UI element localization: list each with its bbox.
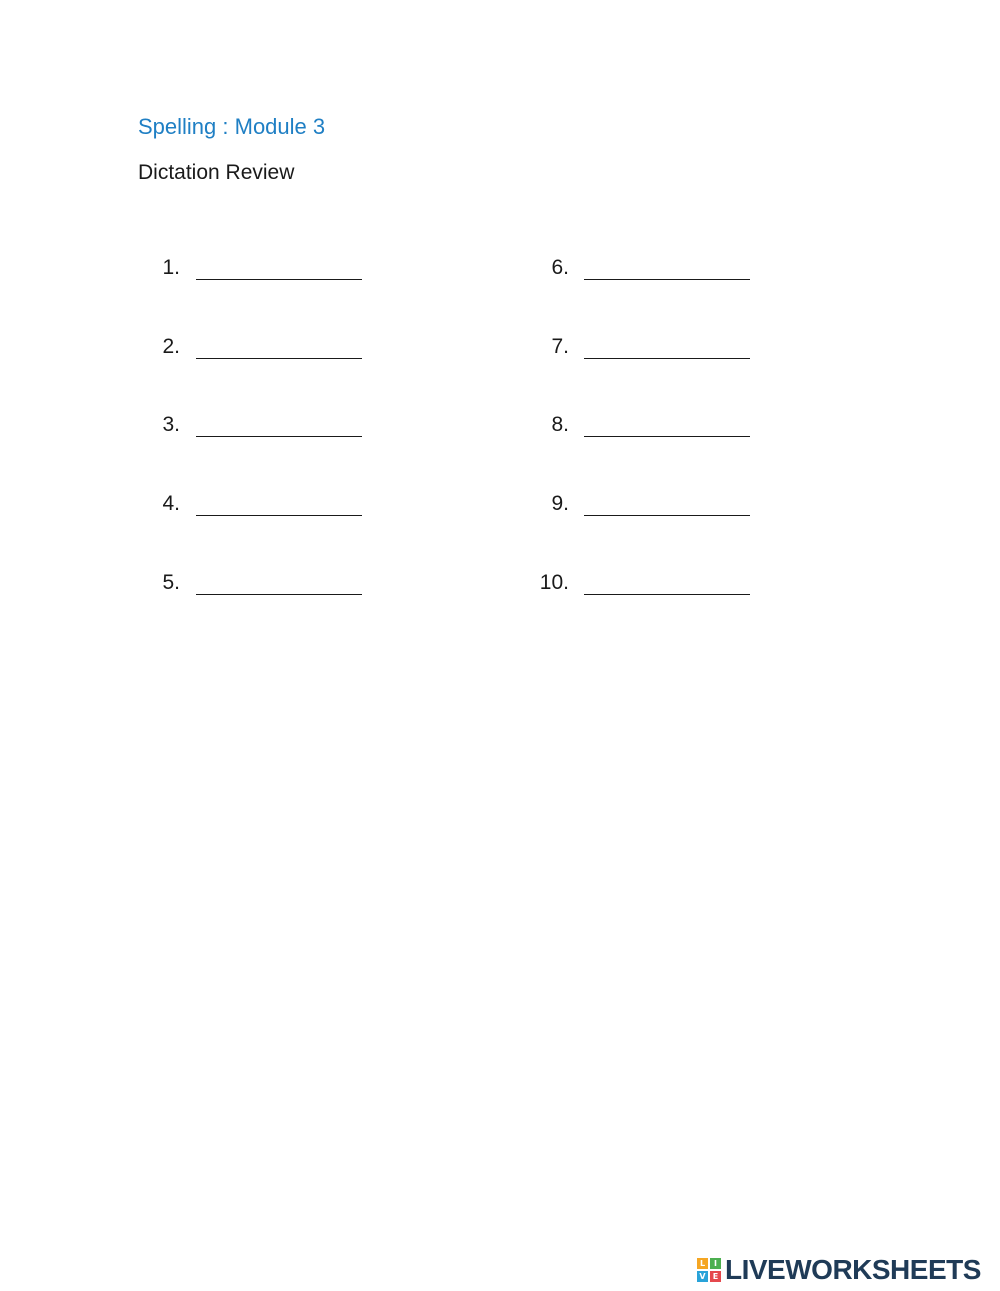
logo-text: LIVEWORKSHEETS xyxy=(725,1254,981,1285)
dictation-item-4 xyxy=(138,490,358,518)
worksheet-title: Spelling : Module 3 xyxy=(138,114,326,139)
logo-block-v: V xyxy=(697,1271,708,1282)
logo-block-i: I xyxy=(710,1258,721,1269)
dictation-item-2 xyxy=(138,333,358,361)
dictation-item-10 xyxy=(527,569,747,597)
item-number: 2. xyxy=(162,335,180,358)
worksheet-subtitle: Dictation Review xyxy=(138,161,295,184)
item-number: 3. xyxy=(162,413,180,436)
item-number: 1. xyxy=(162,256,180,279)
answer-blank[interactable] xyxy=(196,279,362,280)
item-number: 10. xyxy=(539,571,569,594)
dictation-item-9 xyxy=(527,490,747,518)
item-number: 7. xyxy=(551,335,569,358)
answer-blank[interactable] xyxy=(196,594,362,595)
answer-blank[interactable] xyxy=(584,436,750,437)
answer-blank[interactable] xyxy=(584,279,750,280)
answer-blank[interactable] xyxy=(584,515,750,516)
dictation-item-1 xyxy=(138,254,358,282)
answer-blank[interactable] xyxy=(584,594,750,595)
liveworksheets-logo xyxy=(697,1256,981,1284)
answer-blank[interactable] xyxy=(196,436,362,437)
item-number: 4. xyxy=(162,492,180,515)
answer-blank[interactable] xyxy=(196,358,362,359)
item-number: 5. xyxy=(162,571,180,594)
dictation-item-6 xyxy=(527,254,747,282)
logo-block-l: L xyxy=(697,1258,708,1269)
dictation-item-8 xyxy=(527,411,747,439)
dictation-item-5 xyxy=(138,569,358,597)
item-number: 8. xyxy=(551,413,569,436)
dictation-item-3 xyxy=(138,411,358,439)
dictation-item-7 xyxy=(527,333,747,361)
answer-blank[interactable] xyxy=(196,515,362,516)
item-number: 9. xyxy=(551,492,569,515)
logo-blocks-icon xyxy=(697,1258,721,1282)
logo-block-e: E xyxy=(710,1271,721,1282)
item-number: 6. xyxy=(551,256,569,279)
answer-blank[interactable] xyxy=(584,358,750,359)
